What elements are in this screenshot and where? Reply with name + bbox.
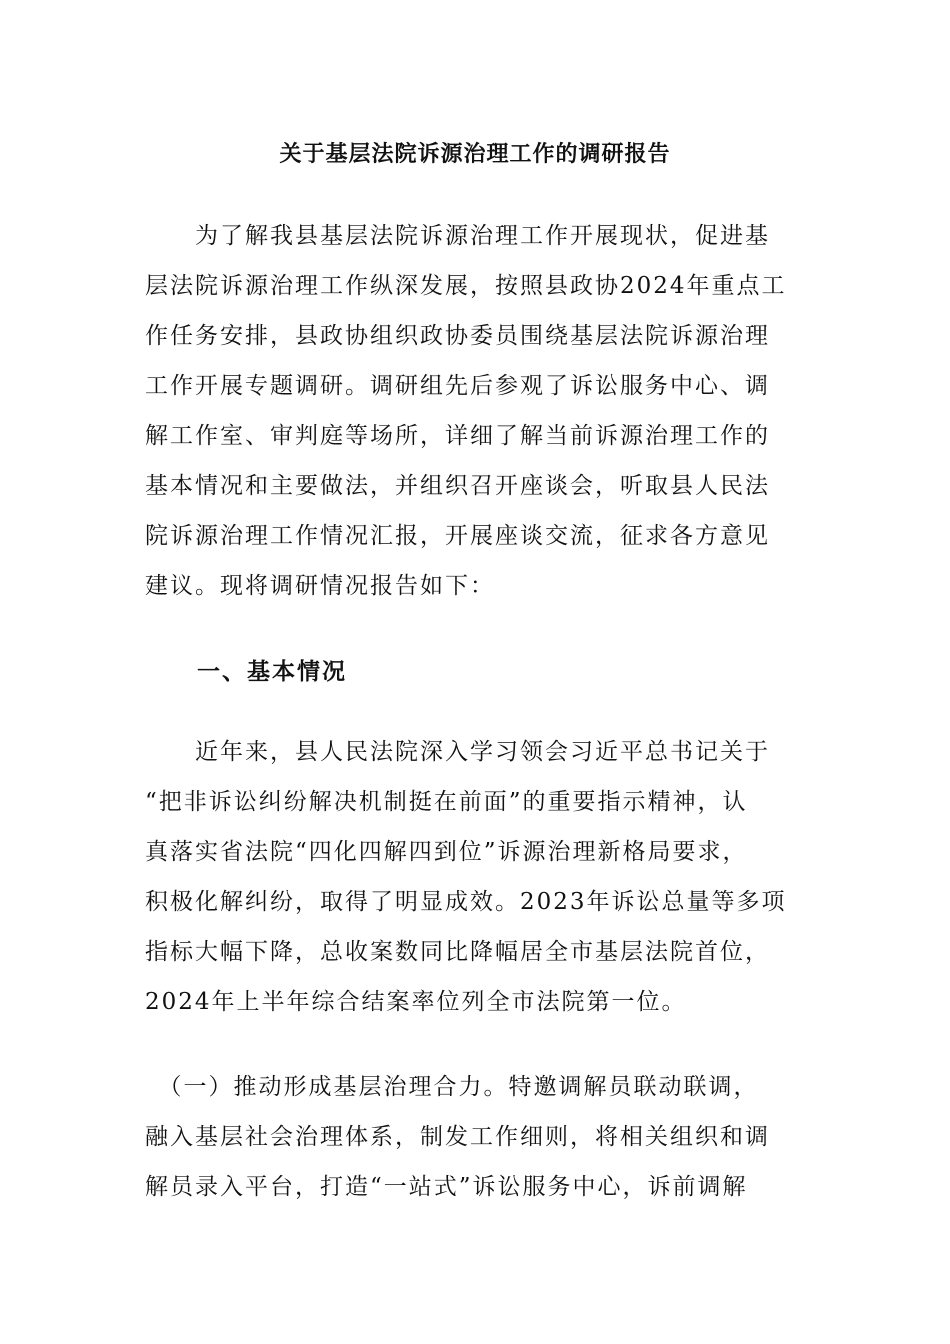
paragraph-line: 融入基层社会治理体系，制发工作细则，将相关组织和调 — [145, 1124, 770, 1150]
paragraph-line: 近年来，县人民法院深入学习领会习近平总书记关于 — [145, 739, 770, 765]
paragraph-line: （一）推动形成基层治理合力。特邀调解员联动联调， — [145, 1074, 759, 1100]
paragraph-line: “把非诉讼纠纷解决机制挺在前面”的重要指示精神，认 — [145, 789, 748, 815]
intro-paragraph — [145, 211, 800, 611]
paragraph-line: 院诉源治理工作情况汇报，开展座谈交流，征求各方意见 — [145, 523, 770, 549]
paragraph-line: 解工作室、审判庭等场所，详细了解当前诉源治理工作的 — [145, 423, 770, 449]
paragraph-line: 为了解我县基层法院诉源治理工作开展现状，促进基 — [145, 223, 770, 249]
paragraph-line: 层法院诉源治理工作纵深发展，按照县政协2024年重点工 — [145, 273, 787, 299]
section-heading: 一、基本情况 — [197, 658, 347, 685]
paragraph-line: 建议。现将调研情况报告如下： — [145, 573, 495, 599]
section-paragraph — [145, 727, 800, 1027]
paragraph-line: 作任务安排，县政协组织政协委员围绕基层法院诉源治理 — [145, 323, 770, 349]
subsection-paragraph — [145, 1062, 800, 1212]
paragraph-line: 2024年上半年综合结案率位列全市法院第一位。 — [145, 989, 687, 1015]
paragraph-line: 指标大幅下降，总收案数同比降幅居全市基层法院首位， — [145, 939, 770, 965]
paragraph-line: 解员录入平台，打造“一站式”诉讼服务中心，诉前调解 — [145, 1174, 748, 1200]
paragraph-line: 基本情况和主要做法，并组织召开座谈会，听取县人民法 — [145, 473, 770, 499]
paragraph-line: 工作开展专题调研。调研组先后参观了诉讼服务中心、调 — [145, 373, 770, 399]
document-title: 关于基层法院诉源治理工作的调研报告 — [279, 141, 671, 167]
paragraph-line: 积极化解纠纷，取得了明显成效。2023年诉讼总量等多项 — [145, 889, 787, 915]
paragraph-line: 真落实省法院“四化四解四到位”诉源治理新格局要求， — [145, 839, 748, 865]
